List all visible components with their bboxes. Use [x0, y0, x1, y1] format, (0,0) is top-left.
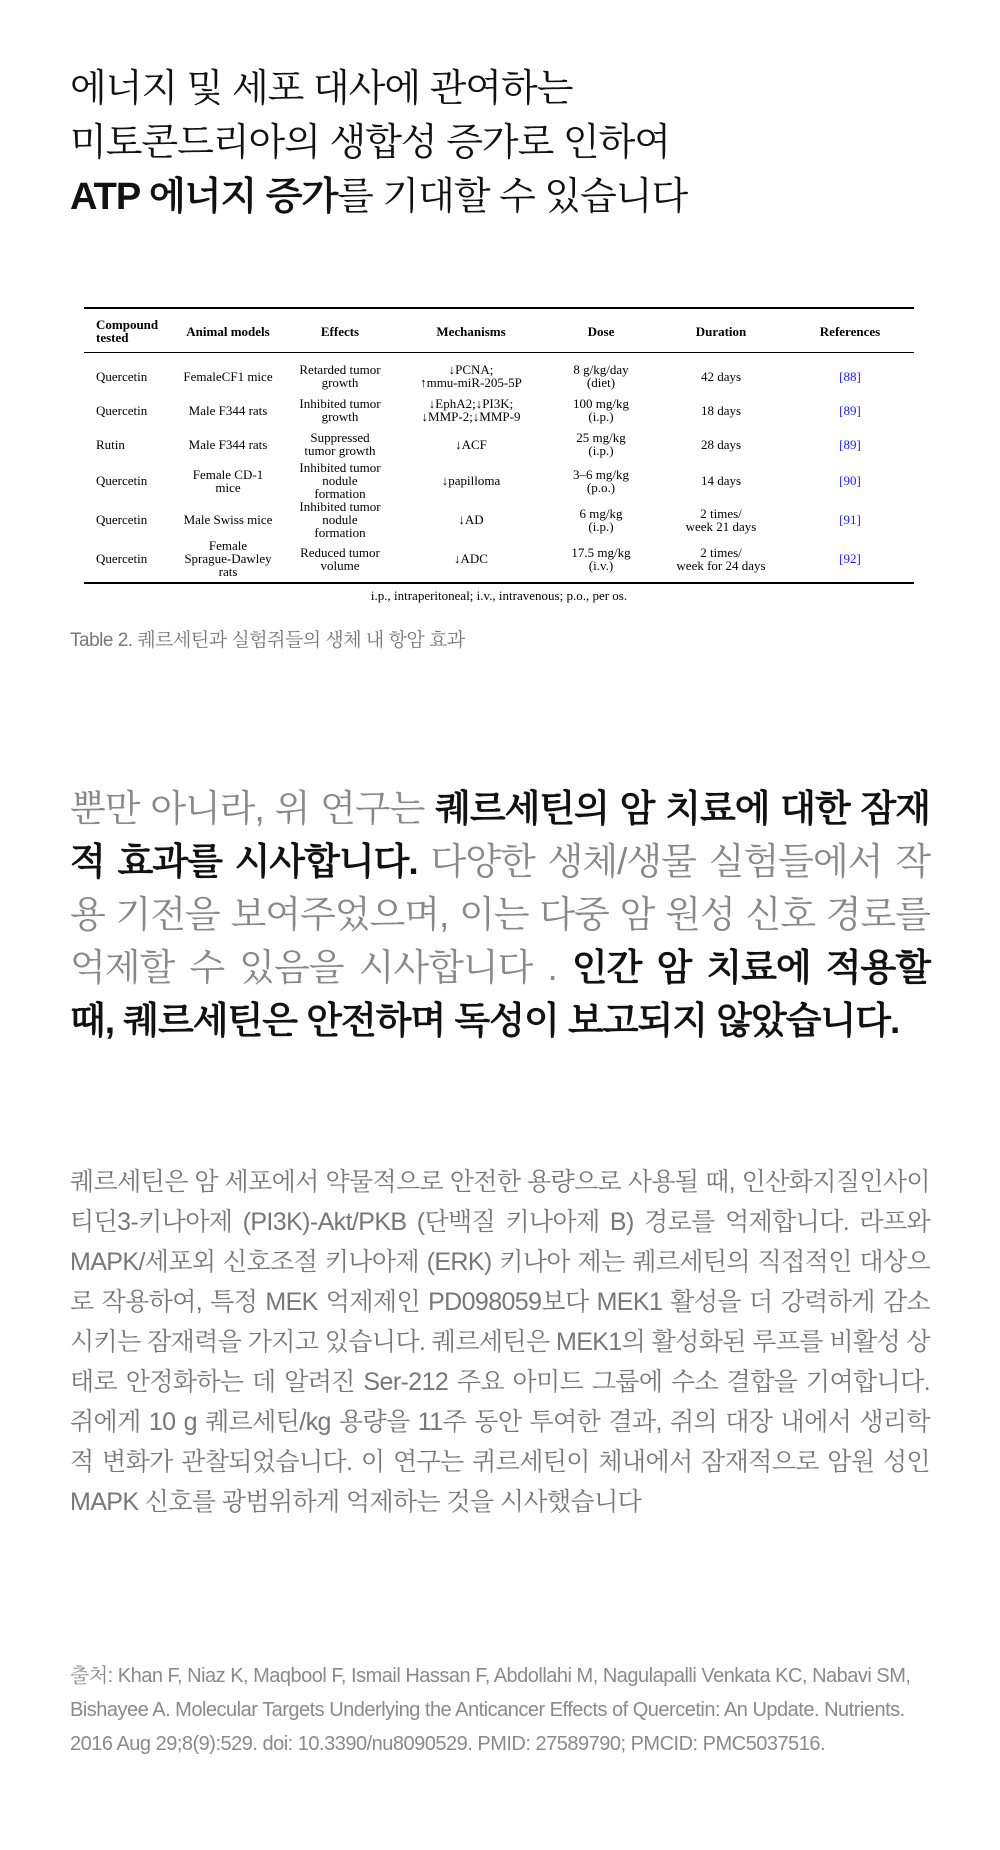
cell-mechanism: ↓papilloma [441, 473, 501, 488]
lead-text-2: 다양한 생체/생물 실험들에서 작용 기전을 보여주었으며, 이는 다중 암 원성 신호 경로를 억제할 수 있음을 시사합니다 . [70, 841, 930, 988]
cell-mechanism: ↓AD [458, 512, 484, 527]
header-effects: Effects [284, 308, 396, 353]
cell-compound: Quercetin [96, 368, 148, 384]
cell-mechanism: ↓PCNA; ↑mmu-miR-205-5P [420, 362, 522, 390]
cell-model: Male Swiss mice [183, 512, 273, 527]
table-header-row [84, 308, 914, 353]
header-compound: Compound tested [84, 308, 172, 353]
lead-paragraph [70, 782, 930, 1047]
cell-model: Male F344 rats [188, 436, 268, 452]
reference-link[interactable]: [88] [839, 368, 861, 384]
table-row [84, 393, 914, 427]
cell-duration: 2 times/ week 21 days [685, 505, 757, 534]
cell-mechanism: ↓EphA2;↓PI3K; ↓MMP-2;↓MMP-9 [421, 396, 521, 424]
study-table [84, 307, 914, 584]
table-footnote: i.p., intraperitoneal; i.v., intravenous; p.o., per os. [370, 588, 628, 603]
cell-duration: 18 days [700, 402, 742, 418]
cell-compound: Quercetin [96, 402, 148, 418]
cell-dose: 3–6 mg/kg (p.o.) [573, 466, 629, 495]
headline-line-2: 미토콘드리아의 생합성 증가로 인하여 [70, 122, 671, 164]
headline-line-3-rest: 를 기대할 수 있습니다 [337, 176, 688, 218]
cell-dose: 6 mg/kg (i.p.) [579, 505, 623, 534]
lead-text-1: 뿐만 아니라, 위 연구는 [70, 788, 436, 829]
cell-duration: 42 days [700, 368, 742, 384]
study-table-figure [84, 307, 914, 604]
reference-link[interactable]: [90] [839, 473, 861, 488]
cell-dose: 25 mg/kg (i.p.) [576, 430, 626, 458]
table-row [84, 461, 914, 500]
reference-link[interactable]: [89] [839, 402, 861, 418]
cell-model: FemaleCF1 mice [183, 368, 273, 384]
header-animal-models: Animal models [172, 308, 284, 353]
cell-dose: 100 mg/kg (i.p.) [573, 396, 629, 424]
cell-compound: Rutin [96, 436, 125, 452]
table-row [84, 500, 914, 539]
cell-compound: Quercetin [96, 473, 148, 488]
lead-emphasis-2: 인간 암 치료에 적용할 때, 퀘르세틴은 안전하며 독성이 보고되지 않았습니다. [70, 947, 930, 1041]
cell-duration: 14 days [700, 473, 742, 488]
source-citation: 출처: Khan F, Niaz K, Maqbool F, Ismail Hassan F, Abdollahi M, Nagulapalli Venkata KC, Nabavi SM, Bishayee A. Molecular Targets Underlying the Anticancer Effects of Quercetin: An Update. Nutrients. 2016 Aug 29;8(9):529. doi: 10.3390/nu8090529. PMID: 27589790; PMCID: PMC5037516. [70, 1665, 911, 1755]
table-caption: Table 2. 퀘르세틴과 실험쥐들의 생체 내 항암 효과 [70, 630, 465, 651]
table-row [84, 539, 914, 583]
table-row [84, 427, 914, 461]
cell-model: Female CD-1 mice [192, 466, 264, 495]
cell-effect: Retarded tumor growth [299, 362, 381, 390]
cell-mechanism: ↓ADC [396, 539, 546, 583]
cell-duration: 28 days [700, 436, 742, 452]
header-mechanisms: Mechanisms [396, 308, 546, 353]
headline [70, 62, 930, 224]
header-dose: Dose [546, 308, 656, 353]
headline-line-1: 에너지 및 세포 대사에 관여하는 [70, 68, 573, 110]
header-duration: Duration [656, 308, 786, 353]
reference-link[interactable]: [92] [786, 539, 914, 583]
body-paragraph: 퀘르세틴은 암 세포에서 약물적으로 안전한 용량으로 사용될 때, 인산화지질인사이티딘3-키나아제 (PI3K)-Akt/PKB (단백질 키나아제 B) 경로를 억제합니다. 라프와 MAPK/세포외 신호조절 키나아제 (ERK) 키나아 제는 퀘르세틴의 직접적인 대상으로 작용하여, 특정 MEK 억제제인 PD098059보다 MEK1 활성을 더 강력하게 감소시키는 잠재력을 가지고 있습니다. 퀘르세틴은 MEK1의 활성화된 루프를 비활성 상태로 안정화하는 데 알려진 Ser-212 주요 아미드 그룹에 수소 결합을 기여합니다. 쥐에게 10 g 퀘르세틴/kg 용량을 11주 동안 투여한 결과, 쥐의 대장 내에서 생리학적 변화가 관찰되었습니다. 이 연구는 퀴르세틴이 체내에서 잠재적으로 암원 성인 MAPK 신호를 광범위하게 억제하는 것을 시사했습니다 [70, 1168, 930, 1516]
cell-dose: 8 g/kg/day (diet) [573, 362, 629, 390]
cell-effect: Inhibited tumor nodule formation [299, 460, 381, 501]
reference-link[interactable]: [89] [839, 436, 861, 452]
cell-duration: 2 times/ week for 24 days [656, 539, 786, 583]
headline-line-3 [70, 170, 930, 224]
cell-effect: Reduced tumor volume [284, 539, 396, 583]
cell-model: Female Sprague-Dawley rats [172, 539, 284, 583]
reference-link[interactable]: [91] [839, 512, 861, 527]
header-references: References [786, 308, 914, 353]
cell-model: Male F344 rats [188, 402, 268, 418]
lead-emphasis-1: 퀘르세틴의 암 치료에 대한 잠재적 효과를 시사합니다. [70, 788, 930, 882]
cell-compound: Quercetin [96, 512, 148, 527]
cell-mechanism: ↓ACF [455, 436, 487, 452]
cell-effect: Suppressed tumor growth [304, 430, 376, 458]
cell-effect: Inhibited tumor growth [299, 396, 381, 424]
cell-effect: Inhibited tumor nodule formation [299, 499, 381, 540]
table-row [84, 353, 914, 394]
cell-compound: Quercetin [84, 539, 172, 583]
cell-dose: 17.5 mg/kg (i.v.) [546, 539, 656, 583]
headline-emphasis: ATP 에너지 증가 [70, 176, 338, 218]
